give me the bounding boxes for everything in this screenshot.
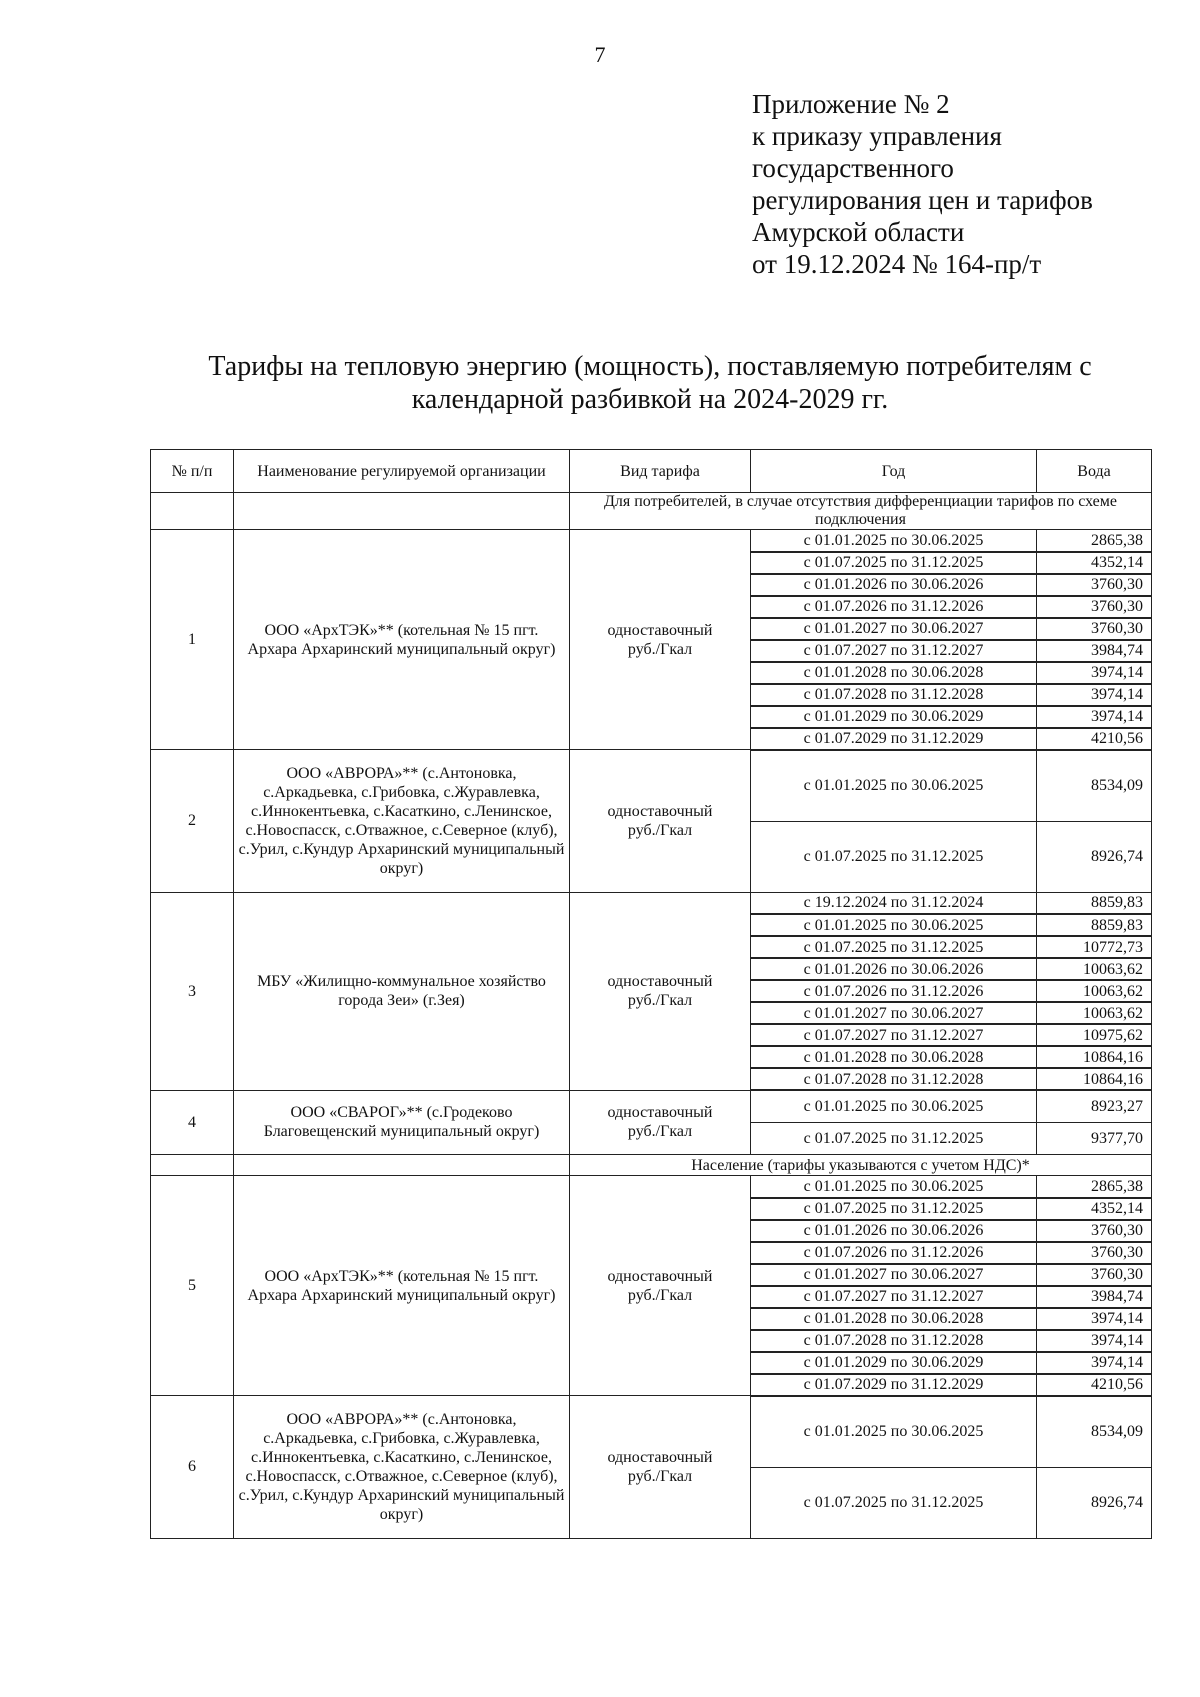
table-row <box>151 750 1152 822</box>
period-cell: с 01.07.2026 по 31.12.2026 <box>751 596 1037 618</box>
period-cell: с 01.07.2027 по 31.12.2027 <box>751 1024 1037 1046</box>
period-cell: с 01.01.2029 по 30.06.2029 <box>751 706 1037 728</box>
section-heading: Население (тарифы указываются с учетом НДС)* <box>570 1155 1152 1176</box>
water-tariff-value: 8926,74 <box>1037 821 1152 892</box>
period-cell: с 01.07.2025 по 31.12.2025 <box>751 1123 1037 1155</box>
period-cell: с 01.01.2025 по 30.06.2025 <box>751 750 1037 822</box>
appendix-header <box>752 88 1093 280</box>
tariff-type <box>570 1396 751 1539</box>
water-tariff-value: 8534,09 <box>1037 750 1152 822</box>
water-tariff-value: 3984,74 <box>1037 640 1152 662</box>
period-cell: с 01.07.2025 по 31.12.2025 <box>751 936 1037 958</box>
table-header-row <box>151 450 1152 493</box>
tariff-type-line: одноставочный <box>607 1104 713 1122</box>
period-cell: с 01.01.2028 по 30.06.2028 <box>751 662 1037 684</box>
organization-name: ООО «АрхТЭК»** (котельная № 15 пгт. Архара Архаринский муниципальный округ) <box>234 530 570 750</box>
empty-cell <box>151 1155 234 1176</box>
water-tariff-value: 3974,14 <box>1037 662 1152 684</box>
row-number: 2 <box>151 750 234 893</box>
header-type: Вид тарифа <box>570 450 751 493</box>
tariff-type-line: одноставочный <box>607 1448 713 1466</box>
period-cell: с 01.07.2028 по 31.12.2028 <box>751 1068 1037 1090</box>
water-tariff-value: 3974,14 <box>1037 1330 1152 1352</box>
water-tariff-value: 10063,62 <box>1037 1002 1152 1024</box>
water-tariff-value: 4352,14 <box>1037 552 1152 574</box>
period-cell: с 01.07.2029 по 31.12.2029 <box>751 1374 1037 1396</box>
table-row <box>151 530 1152 552</box>
table-row <box>151 892 1152 914</box>
period-cell: с 01.07.2029 по 31.12.2029 <box>751 728 1037 750</box>
period-cell: с 01.07.2028 по 31.12.2028 <box>751 684 1037 706</box>
empty-cell <box>234 493 570 530</box>
period-cell: с 19.12.2024 по 31.12.2024 <box>751 892 1037 914</box>
tariff-type-unit: руб./Гкал <box>627 1467 693 1485</box>
appendix-line: от 19.12.2024 № 164-пр/т <box>752 249 1042 279</box>
row-number: 3 <box>151 892 234 1090</box>
period-cell: с 01.07.2027 по 31.12.2027 <box>751 1286 1037 1308</box>
period-cell: с 01.01.2025 по 30.06.2025 <box>751 1090 1037 1123</box>
section-1-body <box>151 493 1152 1155</box>
tariff-type <box>570 1176 751 1396</box>
water-tariff-value: 4210,56 <box>1037 1374 1152 1396</box>
water-tariff-value: 10864,16 <box>1037 1068 1152 1090</box>
organization-name: ООО «АрхТЭК»** (котельная № 15 пгт. Архара Архаринский муниципальный округ) <box>234 1176 570 1396</box>
table-row <box>151 1090 1152 1123</box>
water-tariff-value: 3974,14 <box>1037 1308 1152 1330</box>
period-cell: с 01.07.2026 по 31.12.2026 <box>751 1242 1037 1264</box>
water-tariff-value: 2865,38 <box>1037 530 1152 552</box>
tariff-type-unit: руб./Гкал <box>627 640 693 658</box>
tariff-type <box>570 750 751 893</box>
section-row <box>151 493 1152 530</box>
title-line: Тарифы на тепловую энергию (мощность), поставляемую потребителям с <box>208 351 1092 382</box>
period-cell: с 01.01.2026 по 30.06.2026 <box>751 1220 1037 1242</box>
period-cell: с 01.01.2025 по 30.06.2025 <box>751 530 1037 552</box>
water-tariff-value: 4352,14 <box>1037 1198 1152 1220</box>
tariff-type-line: одноставочный <box>607 973 713 990</box>
page-number: 7 <box>594 42 606 67</box>
period-cell: с 01.07.2025 по 31.12.2025 <box>751 1467 1037 1538</box>
document-title <box>150 350 1150 416</box>
water-tariff-value: 3760,30 <box>1037 1220 1152 1242</box>
row-number: 4 <box>151 1090 234 1155</box>
period-cell: с 01.01.2027 по 30.06.2027 <box>751 618 1037 640</box>
water-tariff-value: 3760,30 <box>1037 596 1152 618</box>
water-tariff-value: 3984,74 <box>1037 1286 1152 1308</box>
period-cell: с 01.07.2026 по 31.12.2026 <box>751 980 1037 1002</box>
period-cell: с 01.01.2027 по 30.06.2027 <box>751 1264 1037 1286</box>
period-cell: с 01.07.2025 по 31.12.2025 <box>751 552 1037 574</box>
organization-name: ООО «АВРОРА»** (с.Антоновка, с.Аркадьевка, с.Грибовка, с.Журавлевка, с.Иннокентьевка, с.Касаткино, с.Ленинское, с.Новоспасск, с.Отважное, с.Северное (клуб), с.Урил, с.Кундур Архаринский муниципальный округ) <box>234 750 570 893</box>
period-cell: с 01.01.2025 по 30.06.2025 <box>751 914 1037 936</box>
water-tariff-value: 3760,30 <box>1037 618 1152 640</box>
tariff-type-unit: руб./Гкал <box>627 1123 693 1141</box>
section-row <box>151 1155 1152 1176</box>
water-tariff-value: 10975,62 <box>1037 1024 1152 1046</box>
tariff-type <box>570 892 751 1090</box>
tariffs-table <box>150 449 1152 1539</box>
appendix-line: государственного <box>752 153 954 183</box>
period-cell: с 01.01.2027 по 30.06.2027 <box>751 1002 1037 1024</box>
tariff-type-line: одноставочный <box>607 802 713 820</box>
row-number: 5 <box>151 1176 234 1396</box>
tariff-type-unit: руб./Гкал <box>627 992 693 1009</box>
organization-name: ООО «СВАРОГ»** (с.Гродеково Благовещенский муниципальный округ) <box>234 1090 570 1155</box>
water-tariff-value: 3974,14 <box>1037 706 1152 728</box>
table-row <box>151 1396 1152 1468</box>
header-org: Наименование регулируемой организации <box>234 450 570 493</box>
water-tariff-value: 8534,09 <box>1037 1396 1152 1468</box>
water-tariff-value: 3760,30 <box>1037 1242 1152 1264</box>
header-num: № п/п <box>151 450 234 493</box>
title-line: календарной разбивкой на 2024-2029 гг. <box>411 384 889 415</box>
period-cell: с 01.01.2025 по 30.06.2025 <box>751 1176 1037 1198</box>
period-cell: с 01.01.2026 по 30.06.2026 <box>751 958 1037 980</box>
appendix-line: к приказу управления <box>752 121 1002 151</box>
period-cell: с 01.07.2028 по 31.12.2028 <box>751 1330 1037 1352</box>
water-tariff-value: 8926,74 <box>1037 1467 1152 1538</box>
organization-name: МБУ «Жилищно-коммунальное хозяйство города Зеи» (г.Зея) <box>234 892 570 1090</box>
row-number: 6 <box>151 1396 234 1539</box>
tariff-type-line: одноставочный <box>607 621 713 639</box>
water-tariff-value: 8923,27 <box>1037 1090 1152 1123</box>
period-cell: с 01.07.2025 по 31.12.2025 <box>751 821 1037 892</box>
header-year: Год <box>751 450 1037 493</box>
appendix-line: Приложение № 2 <box>752 89 950 119</box>
water-tariff-value: 3760,30 <box>1037 1264 1152 1286</box>
water-tariff-value: 10864,16 <box>1037 1046 1152 1068</box>
period-cell: с 01.07.2027 по 31.12.2027 <box>751 640 1037 662</box>
row-number: 1 <box>151 530 234 750</box>
period-cell: с 01.01.2028 по 30.06.2028 <box>751 1046 1037 1068</box>
period-cell: с 01.01.2026 по 30.06.2026 <box>751 574 1037 596</box>
water-tariff-value: 9377,70 <box>1037 1123 1152 1155</box>
water-tariff-value: 3760,30 <box>1037 574 1152 596</box>
water-tariff-value: 8859,83 <box>1037 892 1152 914</box>
period-cell: с 01.01.2025 по 30.06.2025 <box>751 1396 1037 1468</box>
tariff-type <box>570 1090 751 1155</box>
water-tariff-value: 3974,14 <box>1037 684 1152 706</box>
period-cell: с 01.07.2025 по 31.12.2025 <box>751 1198 1037 1220</box>
water-tariff-value: 2865,38 <box>1037 1176 1152 1198</box>
water-tariff-value: 10063,62 <box>1037 980 1152 1002</box>
empty-cell <box>234 1155 570 1176</box>
tariff-type-line: одноставочный <box>607 1267 713 1285</box>
tariff-type-unit: руб./Гкал <box>627 821 693 839</box>
period-cell: с 01.01.2029 по 30.06.2029 <box>751 1352 1037 1374</box>
tariff-type-unit: руб./Гкал <box>627 1286 693 1304</box>
period-cell: с 01.01.2028 по 30.06.2028 <box>751 1308 1037 1330</box>
water-tariff-value: 3974,14 <box>1037 1352 1152 1374</box>
appendix-line: Амурской области <box>752 217 965 247</box>
appendix-line: регулирования цен и тарифов <box>752 185 1093 215</box>
water-tariff-value: 8859,83 <box>1037 914 1152 936</box>
empty-cell <box>151 493 234 530</box>
table-row <box>151 1176 1152 1198</box>
water-tariff-value: 10063,62 <box>1037 958 1152 980</box>
water-tariff-value: 4210,56 <box>1037 728 1152 750</box>
header-water: Вода <box>1037 450 1152 493</box>
water-tariff-value: 10772,73 <box>1037 936 1152 958</box>
organization-name: ООО «АВРОРА»** (с.Антоновка, с.Аркадьевка, с.Грибовка, с.Журавлевка, с.Иннокентьевка, с.Касаткино, с.Ленинское, с.Новоспасск, с.Отважное, с.Северное (клуб), с.Урил, с.Кундур Архаринский муниципальный округ) <box>234 1396 570 1539</box>
tariff-type <box>570 530 751 750</box>
section-2-body <box>151 1155 1152 1539</box>
section-heading: Для потребителей, в случае отсутствия дифференциации тарифов по схеме подключения <box>570 493 1152 530</box>
